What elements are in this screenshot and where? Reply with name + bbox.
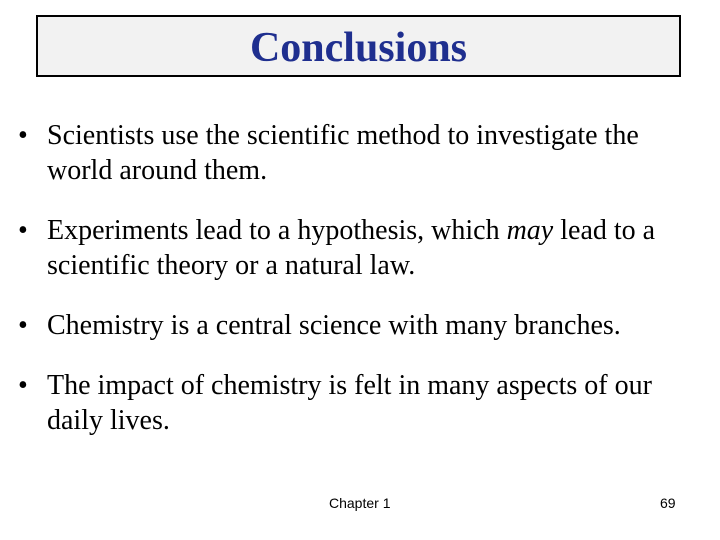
- bullet-text: Scientists use the scientific method to investigate the world around them.: [47, 120, 639, 186]
- bullet-item-3: [18, 308, 708, 343]
- bullet-marker: •: [18, 310, 28, 341]
- bullet-item-2: [18, 213, 708, 283]
- footer-chapter-label: Chapter 1: [329, 495, 391, 511]
- bullet-marker: •: [18, 215, 28, 246]
- bullet-list: [18, 118, 708, 438]
- footer-page-number: 69: [660, 495, 676, 511]
- bullet-marker: •: [18, 370, 28, 401]
- bullet-text-before: Experiments lead to a hypothesis, which: [47, 215, 507, 246]
- bullet-text-after: lead to a scientific theory or a natural law.: [47, 215, 656, 281]
- bullet-item-1: [18, 118, 708, 188]
- bullet-text: The impact of chemistry is felt in many aspects of our daily lives.: [47, 370, 652, 436]
- bullet-text-emphasis: may: [506, 215, 554, 246]
- bullet-marker: •: [18, 120, 28, 151]
- bullet-text: Chemistry is a central science with many branches.: [47, 310, 621, 341]
- bullet-item-4: [18, 368, 708, 438]
- title-box: [36, 15, 681, 77]
- slide-title: Conclusions: [249, 25, 468, 71]
